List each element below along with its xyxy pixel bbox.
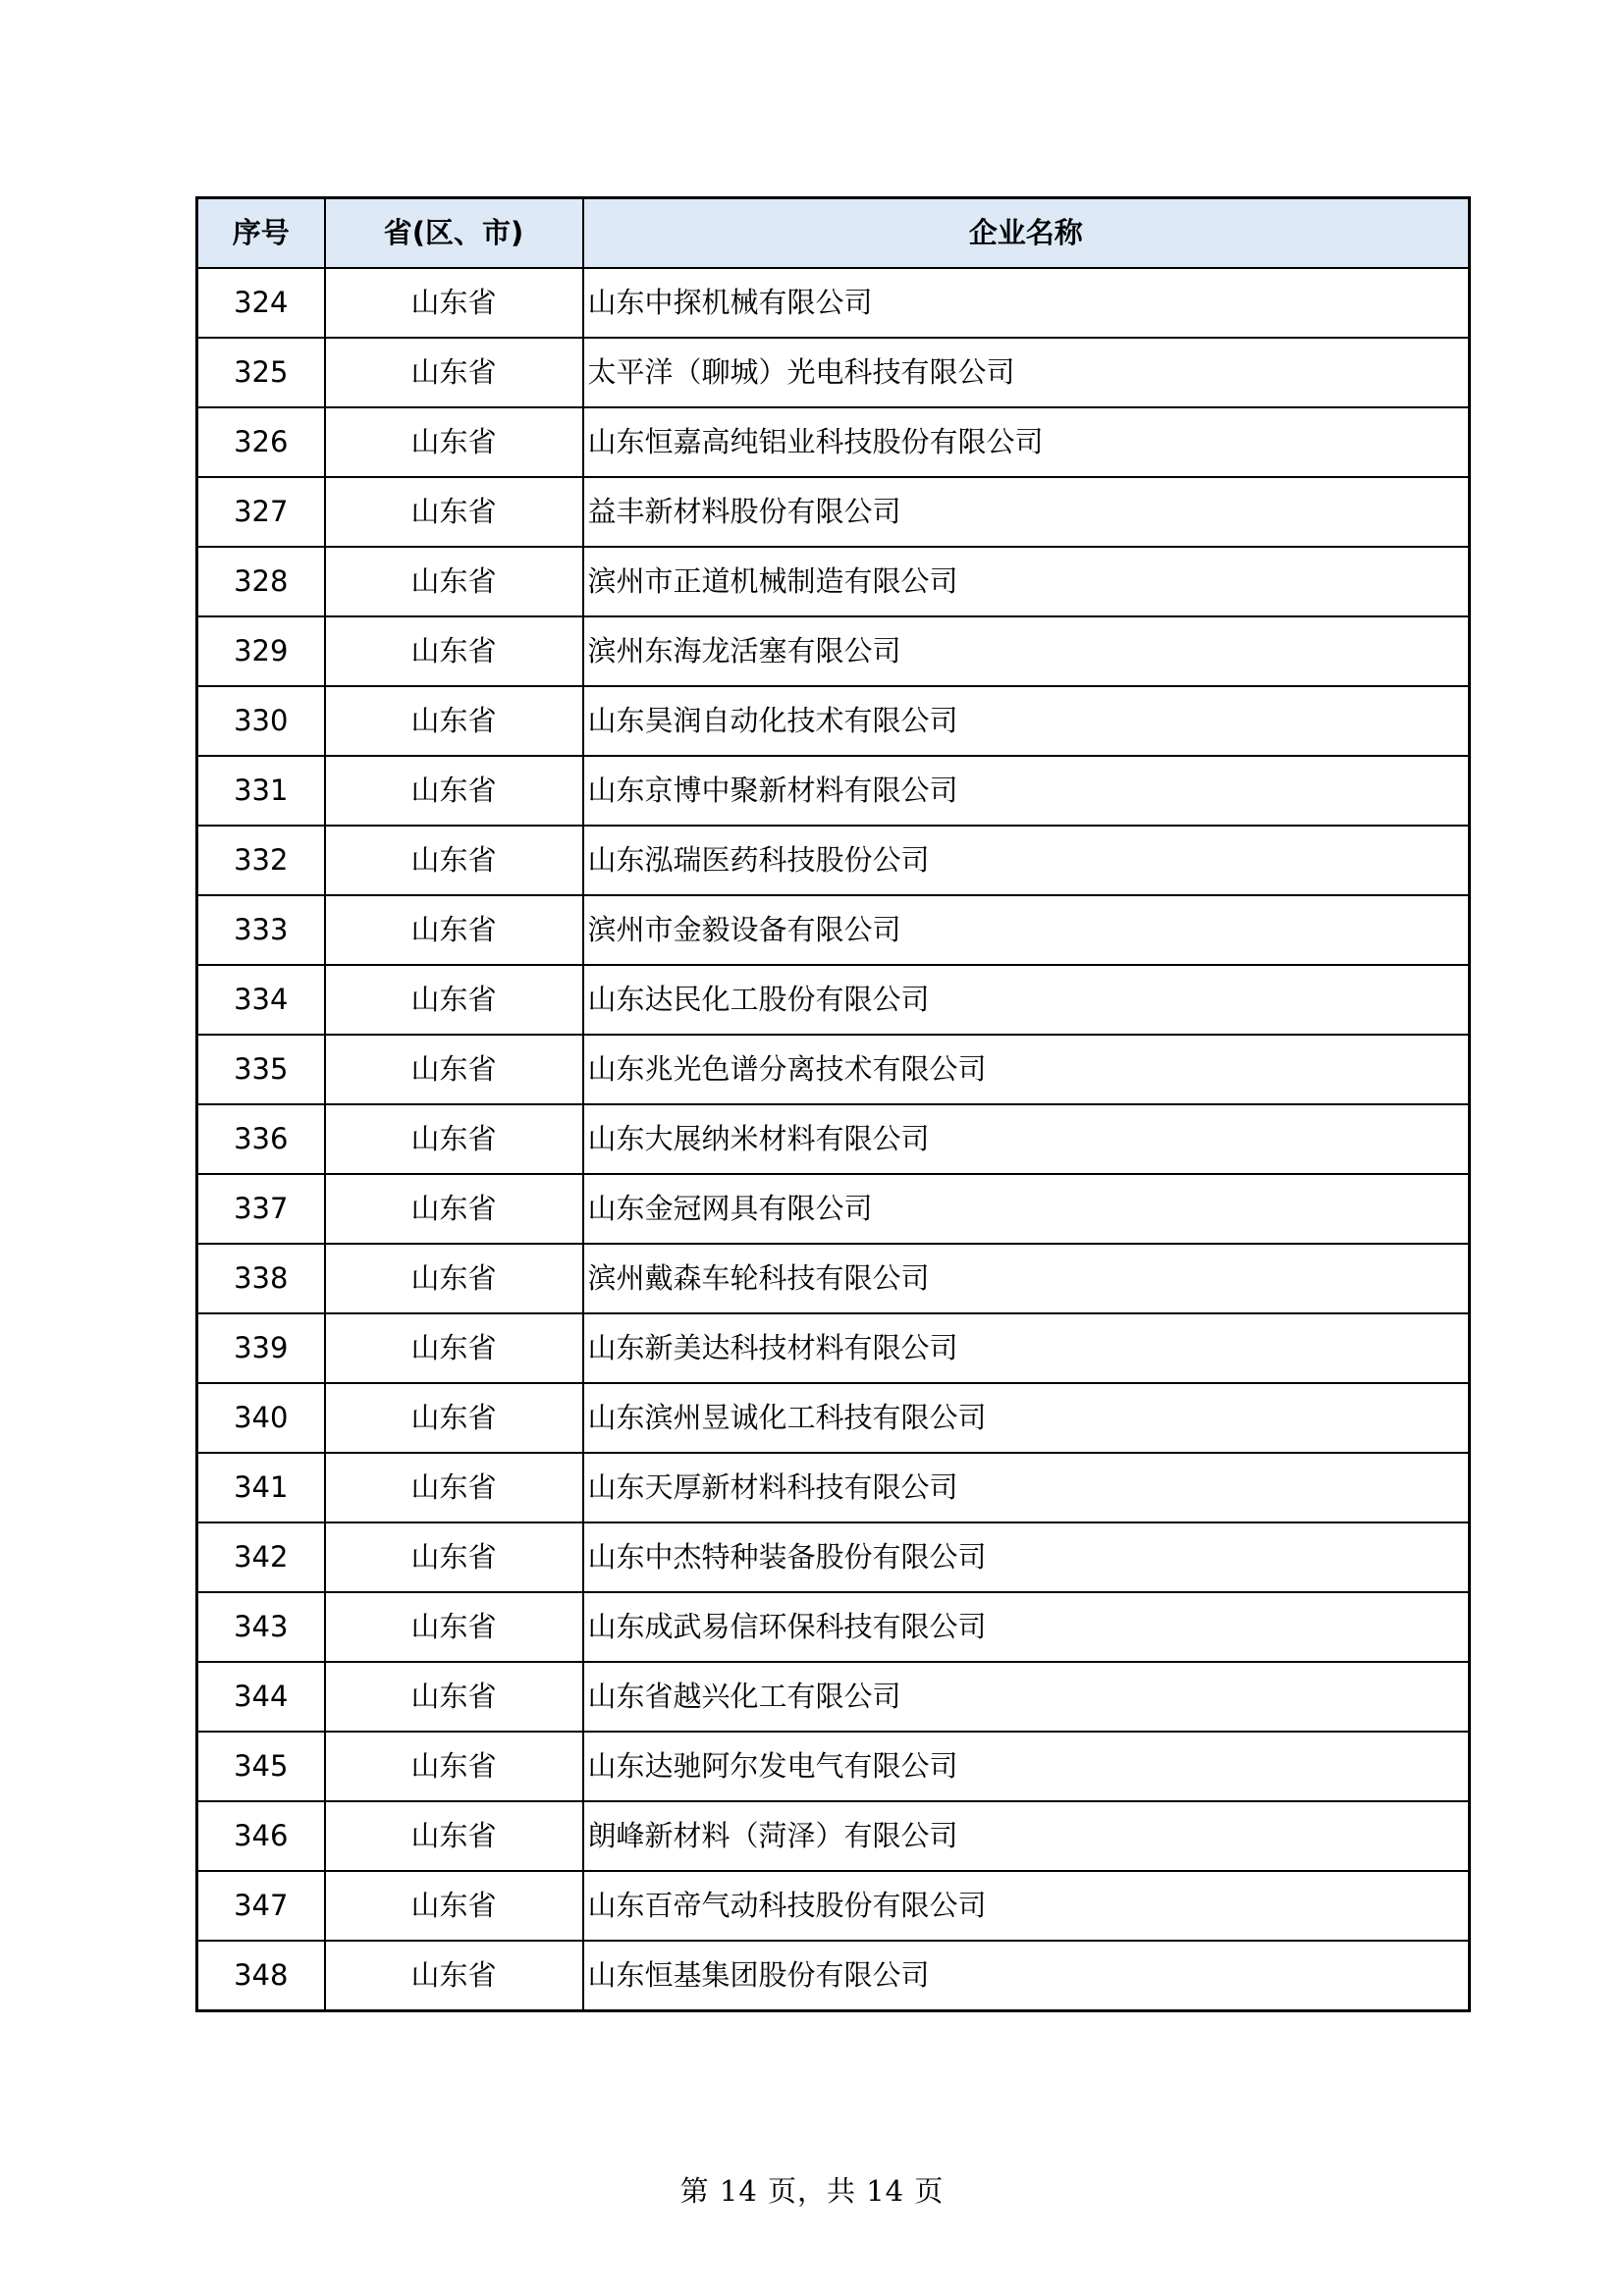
cell-province: 山东省 <box>325 1871 583 1941</box>
cell-seq: 348 <box>197 1941 325 2011</box>
cell-seq: 333 <box>197 895 325 965</box>
cell-province: 山东省 <box>325 477 583 547</box>
header-seq: 序号 <box>197 198 325 269</box>
cell-company: 山东成武易信环保科技有限公司 <box>583 1592 1470 1662</box>
cell-company: 山东恒嘉高纯铝业科技股份有限公司 <box>583 407 1470 477</box>
cell-province: 山东省 <box>325 1801 583 1871</box>
cell-seq: 334 <box>197 965 325 1035</box>
table-row <box>197 1941 1470 2011</box>
table-row <box>197 1871 1470 1941</box>
cell-company: 山东金冠网具有限公司 <box>583 1174 1470 1244</box>
cell-seq: 337 <box>197 1174 325 1244</box>
cell-province: 山东省 <box>325 268 583 338</box>
cell-seq: 335 <box>197 1035 325 1104</box>
header-row <box>197 198 1470 269</box>
page-footer: 第 14 页，共 14 页 <box>679 2174 945 2208</box>
cell-seq: 325 <box>197 338 325 407</box>
cell-company: 山东新美达科技材料有限公司 <box>583 1313 1470 1383</box>
table-row <box>197 826 1470 895</box>
cell-province: 山东省 <box>325 1522 583 1592</box>
cell-seq: 346 <box>197 1801 325 1871</box>
table-row <box>197 1662 1470 1732</box>
cell-seq: 324 <box>197 268 325 338</box>
cell-company: 山东达民化工股份有限公司 <box>583 965 1470 1035</box>
cell-province: 山东省 <box>325 1662 583 1732</box>
cell-company: 太平洋（聊城）光电科技有限公司 <box>583 338 1470 407</box>
cell-seq: 344 <box>197 1662 325 1732</box>
cell-seq: 328 <box>197 547 325 616</box>
cell-province: 山东省 <box>325 1732 583 1801</box>
cell-province: 山东省 <box>325 1244 583 1313</box>
cell-province: 山东省 <box>325 965 583 1035</box>
cell-province: 山东省 <box>325 895 583 965</box>
cell-seq: 347 <box>197 1871 325 1941</box>
cell-province: 山东省 <box>325 756 583 826</box>
cell-company: 山东中杰特种装备股份有限公司 <box>583 1522 1470 1592</box>
cell-seq: 327 <box>197 477 325 547</box>
cell-company: 滨州戴森车轮科技有限公司 <box>583 1244 1470 1313</box>
cell-province: 山东省 <box>325 616 583 686</box>
table-row <box>197 268 1470 338</box>
cell-province: 山东省 <box>325 1453 583 1522</box>
cell-company: 山东滨州昱诚化工科技有限公司 <box>583 1383 1470 1453</box>
cell-province: 山东省 <box>325 547 583 616</box>
cell-company: 滨州市金毅设备有限公司 <box>583 895 1470 965</box>
cell-seq: 338 <box>197 1244 325 1313</box>
table-row <box>197 407 1470 477</box>
cell-seq: 341 <box>197 1453 325 1522</box>
table-row <box>197 895 1470 965</box>
cell-company: 山东昊润自动化技术有限公司 <box>583 686 1470 756</box>
table-row <box>197 1732 1470 1801</box>
cell-province: 山东省 <box>325 1383 583 1453</box>
cell-province: 山东省 <box>325 1104 583 1174</box>
cell-seq: 343 <box>197 1592 325 1662</box>
cell-seq: 336 <box>197 1104 325 1174</box>
cell-company: 山东达驰阿尔发电气有限公司 <box>583 1732 1470 1801</box>
cell-seq: 326 <box>197 407 325 477</box>
cell-province: 山东省 <box>325 1941 583 2011</box>
table-row <box>197 1313 1470 1383</box>
cell-seq: 340 <box>197 1383 325 1453</box>
table-row <box>197 547 1470 616</box>
table-row <box>197 338 1470 407</box>
cell-province: 山东省 <box>325 338 583 407</box>
cell-seq: 331 <box>197 756 325 826</box>
table-row <box>197 1174 1470 1244</box>
company-table <box>195 196 1471 2012</box>
cell-province: 山东省 <box>325 407 583 477</box>
cell-company: 山东京博中聚新材料有限公司 <box>583 756 1470 826</box>
cell-company: 滨州东海龙活塞有限公司 <box>583 616 1470 686</box>
cell-company: 山东兆光色谱分离技术有限公司 <box>583 1035 1470 1104</box>
header-province: 省(区、市) <box>325 198 583 269</box>
cell-seq: 332 <box>197 826 325 895</box>
table-row <box>197 686 1470 756</box>
table-row <box>197 1244 1470 1313</box>
cell-company: 山东百帝气动科技股份有限公司 <box>583 1871 1470 1941</box>
cell-seq: 345 <box>197 1732 325 1801</box>
cell-company: 山东大展纳米材料有限公司 <box>583 1104 1470 1174</box>
cell-province: 山东省 <box>325 1592 583 1662</box>
cell-company: 山东泓瑞医药科技股份公司 <box>583 826 1470 895</box>
table-row <box>197 1522 1470 1592</box>
cell-company: 益丰新材料股份有限公司 <box>583 477 1470 547</box>
table-row <box>197 477 1470 547</box>
table-header <box>197 198 1470 269</box>
table-row <box>197 1104 1470 1174</box>
cell-company: 山东天厚新材料科技有限公司 <box>583 1453 1470 1522</box>
cell-seq: 330 <box>197 686 325 756</box>
cell-company: 山东恒基集团股份有限公司 <box>583 1941 1470 2011</box>
cell-province: 山东省 <box>325 1035 583 1104</box>
cell-company: 山东中探机械有限公司 <box>583 268 1470 338</box>
header-company: 企业名称 <box>583 198 1470 269</box>
cell-province: 山东省 <box>325 826 583 895</box>
table-row <box>197 1592 1470 1662</box>
cell-company: 滨州市正道机械制造有限公司 <box>583 547 1470 616</box>
table-row <box>197 1035 1470 1104</box>
table-row <box>197 756 1470 826</box>
table-row <box>197 1383 1470 1453</box>
table-row <box>197 1801 1470 1871</box>
table-row <box>197 1453 1470 1522</box>
cell-province: 山东省 <box>325 1313 583 1383</box>
cell-province: 山东省 <box>325 1174 583 1244</box>
cell-company: 朗峰新材料（菏泽）有限公司 <box>583 1801 1470 1871</box>
cell-seq: 342 <box>197 1522 325 1592</box>
table-row <box>197 616 1470 686</box>
cell-seq: 329 <box>197 616 325 686</box>
cell-province: 山东省 <box>325 686 583 756</box>
cell-company: 山东省越兴化工有限公司 <box>583 1662 1470 1732</box>
table-body <box>197 268 1470 2011</box>
cell-seq: 339 <box>197 1313 325 1383</box>
table-row <box>197 965 1470 1035</box>
